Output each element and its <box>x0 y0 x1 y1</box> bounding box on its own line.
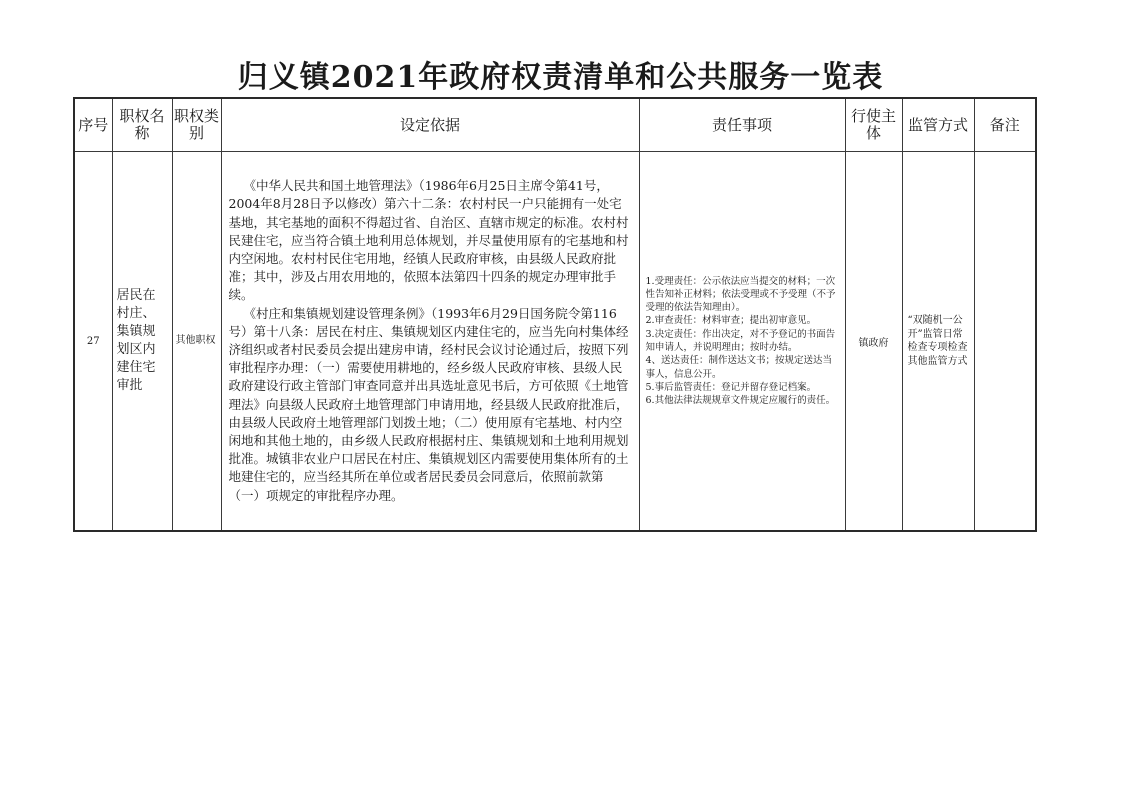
table-header-row <box>74 98 1036 152</box>
header-no: 序号 <box>74 98 112 152</box>
cell-note <box>974 152 1036 532</box>
header-supervision: 监管方式 <box>902 98 974 152</box>
header-note: 备注 <box>974 98 1036 152</box>
header-name: 职权名称 <box>112 98 172 152</box>
responsibility-item: 1.受理责任：公示依法应当提交的材料；一次性告知补正材料；依法受理或不予受理（不予受理的依法告知理由）。 <box>645 275 836 314</box>
cell-category: 其他职权 <box>172 152 221 532</box>
basis-paragraph: 《村庄和集镇规划建设管理条例》（1993年6月29日国务院令第116号）第十八条：居民在村庄、集镇规划区内建住宅的，应当先向村集体经济组织或者村民委员会提出建房申请，经村民会议讨论通过后，按照下列审批程序办理：（一）需要使用耕地的，经乡级人民政府审核、县级人民政府建设行政主管部门审查同意并出具选址意见书后，方可依照《土地管理法》向县级人民政府土地管理部门申请用地，经县级人民政府批准后，由县级人民政府土地管理部门划拨土地；（二）使用原有宅基地、村内空闲地和其他土地的，由乡级人民政府根据村庄、集镇规划和土地利用规划批准。城镇非农业户口居民在村庄、集镇规划区内需要使用集体所有的土地建住宅的，应当经其所在单位或者居民委员会同意后，依照前款第（一）项规定的审批程序办理。 <box>228 305 629 503</box>
page-title: 归义镇2021年政府权责清单和公共服务一览表 <box>237 60 884 95</box>
responsibility-item: 2.审查责任：材料审查；提出初审意见。 <box>645 315 817 327</box>
header-responsibility: 责任事项 <box>639 98 845 152</box>
cell-name: 居民在村庄、集镇规划区内建住宅审批 <box>112 152 172 532</box>
cell-basis <box>221 152 639 532</box>
responsibility-item: 6.其他法律法规规章文件规定应履行的责任。 <box>645 395 836 407</box>
header-basis: 设定依据 <box>221 98 639 152</box>
responsibility-item: 5.事后监管责任：登记并留存登记档案。 <box>645 381 817 393</box>
cell-actor: 镇政府 <box>845 152 902 532</box>
cell-supervision: “双随机一公开”监管日常检查专项检查其他监管方式 <box>902 152 974 532</box>
header-actor: 行使主体 <box>845 98 902 152</box>
header-category: 职权类别 <box>172 98 221 152</box>
responsibility-item: 3.决定责任：作出决定，对不予登记的书面告知申请人，并说明理由；按时办结。 <box>645 328 836 353</box>
cell-responsibility <box>639 152 845 532</box>
table-row <box>74 152 1036 532</box>
cell-no: 27 <box>74 152 112 532</box>
responsibility-item: 4、送达责任：制作送达文书；按规定送达当事人，信息公开。 <box>645 355 833 380</box>
power-list-table <box>73 97 1037 532</box>
basis-paragraph: 《中华人民共和国土地管理法》（1986年6月25日主席令第41号，2004年8月28日予以修改）第六十二条：农村村民一户只能拥有一处宅基地，其宅基地的面积不得超过省、自治区、直辖市规定的标准。农村村民建住宅，应当符合镇土地利用总体规划，并尽量使用原有的宅基地和村内空闲地。农村村民住宅用地，经镇人民政府审核，由县级人民政府批准；其中，涉及占用农用地的，依照本法第四十四条的规定办理审批手续。 <box>228 178 629 303</box>
